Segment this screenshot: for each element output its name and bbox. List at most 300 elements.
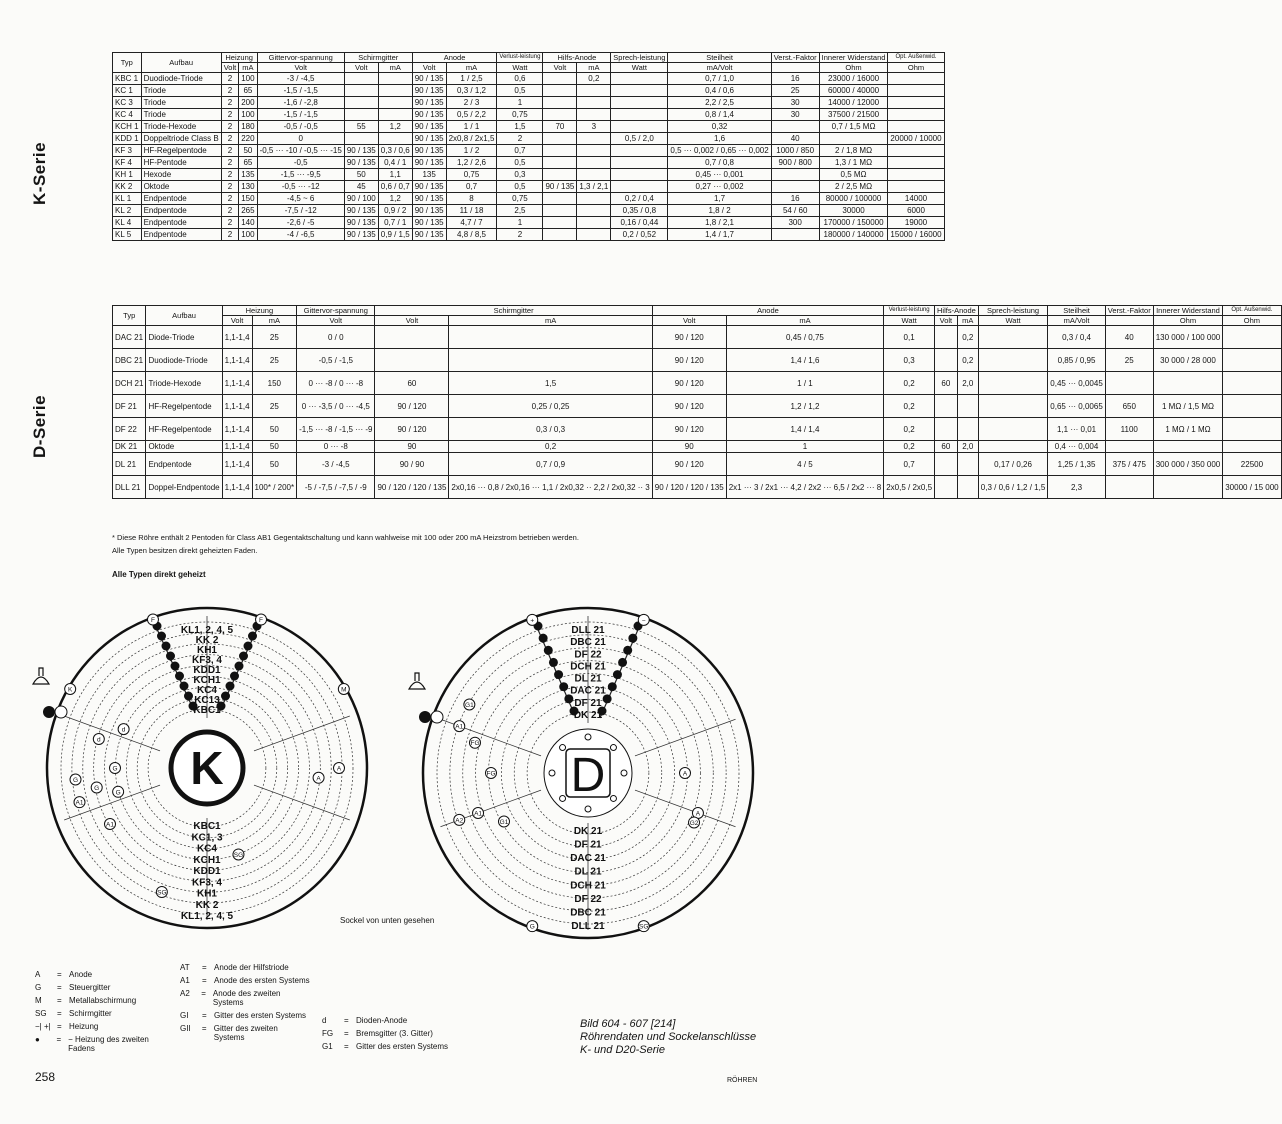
table-cell: 1,5	[449, 372, 652, 395]
filament-dot	[221, 692, 230, 701]
socket-tube-label: DLL 21	[571, 625, 605, 636]
socket-tube-label: KK 2	[195, 899, 219, 911]
table-cell: 0,7 / 1	[378, 217, 412, 229]
table-cell: 23000 / 16000	[819, 73, 888, 85]
table-row	[113, 181, 945, 193]
table-cell: 0,2	[884, 441, 935, 453]
table-cell	[375, 326, 449, 349]
table-cell: 0,7	[497, 145, 543, 157]
table-cell	[935, 349, 958, 372]
unit	[771, 63, 819, 73]
table-cell	[577, 133, 611, 145]
filament-dot	[235, 662, 244, 671]
table-cell: 40	[771, 133, 819, 145]
socket-pin-label: A1	[455, 723, 464, 731]
col-schirmgitter: Schirmgitter	[375, 306, 652, 316]
table-cell: 300	[771, 217, 819, 229]
table-cell: 0,3 / 0,3	[449, 418, 652, 441]
table-cell: Duodiode-Triode	[146, 349, 222, 372]
table-cell: 30 000 / 28 000	[1153, 349, 1223, 372]
table-cell: 50	[344, 169, 378, 181]
table-cell	[978, 441, 1048, 453]
table-cell	[1223, 326, 1281, 349]
table-cell: 1,1-1,4	[222, 476, 252, 499]
table-cell: 65	[239, 157, 257, 169]
shield-cap-icon	[33, 668, 49, 684]
col-widerstand: Innerer Widerstand	[1153, 306, 1223, 316]
socket-tube-label: KBC1	[193, 821, 221, 832]
table-cell: 19000	[888, 217, 944, 229]
table-cell	[543, 133, 577, 145]
table-cell	[577, 97, 611, 109]
table-cell: -1,6 / -2,8	[257, 97, 344, 109]
legend-symbol: d	[322, 1016, 327, 1025]
table-cell: 180000 / 140000	[819, 229, 888, 241]
table-cell: 90 / 120	[375, 418, 449, 441]
col-verlust: Verlust-leistung	[497, 53, 543, 63]
table-cell: 375 / 475	[1105, 453, 1153, 476]
table-cell: 0,4 / 1	[378, 157, 412, 169]
table-cell: 1,3 / 1 MΩ	[819, 157, 888, 169]
table-cell: 0,17 / 0,26	[978, 453, 1048, 476]
legend-item	[35, 996, 175, 1005]
table-cell	[935, 395, 958, 418]
table-cell: 0,45 ··· 0,001	[668, 169, 771, 181]
socket-tube-label: DF 21	[574, 697, 602, 709]
legend-equals: =	[201, 989, 206, 998]
table-cell: 0,9 / 2	[378, 205, 412, 217]
table-cell: 25	[1105, 349, 1153, 372]
socket-letter: K	[190, 742, 224, 794]
table-cell	[577, 169, 611, 181]
legend-item	[322, 1029, 462, 1038]
table-cell	[978, 395, 1048, 418]
table-cell: 90 / 135	[344, 205, 378, 217]
col-typ: Typ	[113, 53, 142, 73]
socket-pin-label: F	[150, 617, 155, 625]
table-row	[113, 441, 1282, 453]
legend-item	[35, 970, 175, 979]
legend-text: Anode der Hilfstriode	[214, 963, 289, 972]
table-cell: -5 / -7,5 / -7,5 / -9	[297, 476, 375, 499]
table-cell: 90 / 120	[652, 395, 726, 418]
table-cell: 90 / 135	[543, 181, 577, 193]
socket-pin-label: G	[112, 765, 118, 773]
legend-item	[35, 983, 175, 992]
socket-tube-label: DCH 21	[570, 661, 606, 673]
table-cell: 60	[935, 441, 958, 453]
legend-equals: =	[344, 1029, 349, 1038]
table-cell: 2	[497, 229, 543, 241]
d-table-note: Alle Typen besitzen direkt geheizten Faden.	[112, 546, 258, 555]
socket-pin-label: d	[121, 726, 126, 734]
table-cell	[771, 169, 819, 181]
socket-connection-line	[635, 790, 736, 827]
figure-caption-line: Röhrendaten und Sockelanschlüsse	[580, 1031, 757, 1043]
table-cell	[611, 145, 668, 157]
socket-center-hole	[585, 806, 591, 812]
legend-equals: =	[57, 970, 62, 979]
table-cell: 90 / 135	[344, 145, 378, 157]
tube-type-cell: DL 21	[113, 453, 146, 476]
table-cell	[1223, 418, 1281, 441]
table-cell	[1153, 476, 1223, 499]
socket-pin-label: A	[682, 770, 688, 778]
legend-equals: =	[57, 996, 62, 1005]
table-cell: 2	[221, 73, 239, 85]
socket-tube-label: KH1	[196, 888, 218, 900]
table-cell	[543, 73, 577, 85]
table-cell: -0,5 ··· -10 / -0,5 ··· -15	[257, 145, 344, 157]
table-cell: 90 / 120	[652, 372, 726, 395]
legend-text: − Heizung des zweiten Fadens	[68, 1035, 149, 1053]
filament-dot	[230, 672, 239, 681]
table-cell: 4 / 5	[726, 453, 884, 476]
table-cell: -0,5 ··· -12	[257, 181, 344, 193]
table-row	[113, 121, 945, 133]
socket-tube-label: KF3, 4	[191, 655, 223, 666]
table-cell	[577, 157, 611, 169]
socket-tube-label: DF 21	[574, 839, 602, 851]
table-cell: 200	[239, 97, 257, 109]
socket-pin-label: SG	[157, 889, 167, 897]
legend-text: Steuergitter	[69, 983, 111, 992]
table-cell	[543, 205, 577, 217]
filament-dot	[628, 634, 637, 643]
unit: mA	[252, 316, 297, 326]
table-cell: 0,2	[449, 441, 652, 453]
figure-caption-line: Bild 604 - 607 [214]	[580, 1018, 676, 1030]
table-cell: 0,5	[497, 85, 543, 97]
table-cell: 150	[239, 193, 257, 205]
table-cell: 60000 / 40000	[819, 85, 888, 97]
socket-tube-label: KH1	[196, 645, 218, 656]
legend-text: Heizung	[69, 1022, 99, 1031]
k-series-table	[112, 52, 945, 241]
socket-tube-label: DCH 21	[570, 880, 606, 892]
table-cell: 1,1-1,4	[222, 326, 252, 349]
table-cell: 135	[239, 169, 257, 181]
filament-dot	[157, 632, 166, 641]
table-cell: 1100	[1105, 418, 1153, 441]
unit: Watt	[978, 316, 1048, 326]
table-cell: 0,2	[957, 349, 978, 372]
table-cell: 1,2 / 2,6	[446, 157, 497, 169]
col-verst: Verst.-Faktor	[771, 53, 819, 63]
unit: Ohm	[888, 63, 944, 73]
d-series-label: D-Serie	[30, 394, 49, 458]
table-cell: 37500 / 21500	[819, 109, 888, 121]
table-cell	[978, 326, 1048, 349]
table-cell: 54 / 60	[771, 205, 819, 217]
table-cell: 0,25 / 0,25	[449, 395, 652, 418]
table-cell: HF-Pentode	[141, 157, 221, 169]
table-cell: 0,45 / 0,75	[726, 326, 884, 349]
table-cell: 22500	[1223, 453, 1281, 476]
socket-pin-label: A1	[75, 799, 84, 807]
unit: Volt	[221, 63, 239, 73]
table-cell: 90 / 135	[412, 85, 446, 97]
tube-type-cell: KL 5	[113, 229, 142, 241]
table-cell: 20000 / 10000	[888, 133, 944, 145]
table-cell: 100	[239, 229, 257, 241]
table-cell	[611, 97, 668, 109]
table-cell: 1,8 / 2	[668, 205, 771, 217]
table-cell: 11 / 18	[446, 205, 497, 217]
table-cell: 90 / 135	[412, 193, 446, 205]
socket-tube-label: DL 21	[574, 673, 602, 685]
socket-center-hole	[610, 745, 616, 751]
table-cell: 25	[252, 349, 297, 372]
tube-type-cell: KDD 1	[113, 133, 142, 145]
table-cell	[577, 229, 611, 241]
table-cell: 0,2	[577, 73, 611, 85]
table-cell: -0,5	[257, 157, 344, 169]
table-cell: 1,4 / 1,7	[668, 229, 771, 241]
table-cell: 2	[221, 217, 239, 229]
table-cell: Oktode	[146, 441, 222, 453]
table-cell: 0,7	[446, 181, 497, 193]
table-cell: Triode	[141, 97, 221, 109]
table-cell: Endpentode	[141, 217, 221, 229]
filament-dot	[162, 642, 171, 651]
table-cell: 90 / 135	[412, 73, 446, 85]
table-cell: -4,5 ~ 6	[257, 193, 344, 205]
table-cell: 90 / 135	[412, 121, 446, 133]
table-cell	[888, 169, 944, 181]
unit: Watt	[884, 316, 935, 326]
filament-dot	[244, 642, 253, 651]
table-cell: 0,2	[957, 326, 978, 349]
legend-item	[180, 1024, 310, 1042]
table-cell	[1223, 349, 1281, 372]
table-cell: Diode-Triode	[146, 326, 222, 349]
table-cell: 25	[252, 326, 297, 349]
table-cell: 30000	[819, 205, 888, 217]
table-cell: 0,2	[884, 418, 935, 441]
table-cell: 2	[221, 85, 239, 97]
table-row	[113, 193, 945, 205]
table-cell: 90 / 135	[412, 205, 446, 217]
table-cell: -1,5 ··· -9,5	[257, 169, 344, 181]
table-cell: 50	[252, 418, 297, 441]
legend-equals: =	[57, 1009, 62, 1018]
table-cell	[344, 133, 378, 145]
table-cell: 220	[239, 133, 257, 145]
table-cell: 1 MΩ / 1 MΩ	[1153, 418, 1223, 441]
col-sprech: Sprech-leistung	[611, 53, 668, 63]
table-cell: 0,5	[497, 157, 543, 169]
table-cell	[611, 109, 668, 121]
table-cell: 2	[221, 181, 239, 193]
unit	[1105, 316, 1153, 326]
table-cell: 0,4 ··· 0,004	[1048, 441, 1105, 453]
table-cell	[1105, 476, 1153, 499]
table-cell	[543, 85, 577, 97]
table-cell	[935, 326, 958, 349]
table-cell	[611, 85, 668, 97]
table-cell: 1	[497, 97, 543, 109]
table-cell: 1,25 / 1,35	[1048, 453, 1105, 476]
socket-tube-label: KK 2	[195, 635, 219, 646]
table-cell: 0,85 / 0,95	[1048, 349, 1105, 372]
legend-symbol: G	[35, 983, 42, 992]
shield-cap-icon	[409, 673, 425, 689]
table-cell: 90 / 120	[375, 395, 449, 418]
table-cell: 90 / 135	[412, 97, 446, 109]
table-cell: 2,5	[497, 205, 543, 217]
legend-item	[35, 1022, 175, 1031]
table-cell: 0,7	[884, 453, 935, 476]
table-cell	[577, 85, 611, 97]
socket-tube-label: KDD1	[193, 866, 221, 877]
table-cell: 60	[935, 372, 958, 395]
table-row	[113, 133, 945, 145]
d-socket-diagram	[408, 598, 770, 948]
table-cell: 1,1-1,4	[222, 418, 252, 441]
legend-equals: =	[56, 1035, 62, 1044]
table-cell: 0,6 / 0,7	[378, 181, 412, 193]
unit: mA/Volt	[1048, 316, 1105, 326]
table-cell	[935, 453, 958, 476]
tube-type-cell: DBC 21	[113, 349, 146, 372]
legend-symbol: M	[35, 996, 42, 1005]
table-cell: 0,8 / 1,4	[668, 109, 771, 121]
socket-pin-label: A	[316, 775, 321, 783]
socket-tube-label: KF3, 4	[191, 877, 223, 889]
socket-tube-label: DAC 21	[570, 853, 606, 865]
socket-pin-label: A1	[106, 821, 114, 829]
table-cell: 180	[239, 121, 257, 133]
legend-item	[35, 1035, 175, 1053]
table-cell: 1,1	[378, 169, 412, 181]
table-cell: 55	[344, 121, 378, 133]
legend-text: Gitter des zweiten Systems	[213, 1024, 278, 1042]
table-cell: 130	[239, 181, 257, 193]
unit: mA	[446, 63, 497, 73]
legend-symbol: A2	[180, 989, 190, 998]
legend-symbol: −| +|	[35, 1022, 51, 1031]
table-cell	[378, 85, 412, 97]
table-cell: 2,0	[957, 441, 978, 453]
table-cell: 14000	[888, 193, 944, 205]
table-cell: 1,4 / 1,6	[726, 349, 884, 372]
socket-tube-label: KL1, 2, 4, 5	[180, 911, 234, 922]
table-cell: 1	[497, 217, 543, 229]
unit: Volt	[344, 63, 378, 73]
table-cell: 0,3 / 0,6	[378, 145, 412, 157]
table-cell: 100	[239, 109, 257, 121]
table-row	[113, 205, 945, 217]
table-cell: 0,2 / 0,52	[611, 229, 668, 241]
col-aussenwid: Opt. Außenwid.	[888, 53, 944, 63]
table-cell: 90 / 135	[412, 133, 446, 145]
table-cell: 2,3	[1048, 476, 1105, 499]
table-cell: 0,2	[884, 372, 935, 395]
table-cell	[611, 181, 668, 193]
legend-middle	[180, 963, 310, 1046]
table-cell: 0,7 / 1,5 MΩ	[819, 121, 888, 133]
page-number: 258	[35, 1070, 56, 1084]
table-cell: 1 MΩ / 1,5 MΩ	[1153, 395, 1223, 418]
socket-pin-label: FG	[470, 740, 480, 748]
table-cell	[378, 133, 412, 145]
col-verst: Verst.-Faktor	[1105, 306, 1153, 316]
filament-dot	[248, 632, 257, 641]
table-cell: -3 / -4,5	[257, 73, 344, 85]
table-cell: -4 / -6,5	[257, 229, 344, 241]
socket-pin-label: SG	[639, 923, 649, 931]
table-cell	[344, 97, 378, 109]
table-cell: 0	[257, 133, 344, 145]
table-cell: 1,1 ··· 0,01	[1048, 418, 1105, 441]
socket-center-hole	[560, 745, 566, 751]
table-cell: 90 / 135	[412, 109, 446, 121]
socket-pin-label: A1	[474, 810, 483, 818]
table-cell: 170000 / 150000	[819, 217, 888, 229]
table-cell: 1 / 1	[446, 121, 497, 133]
tube-type-cell: DK 21	[113, 441, 146, 453]
table-cell: 90 / 120 / 120 / 135	[652, 476, 726, 499]
table-cell	[888, 85, 944, 97]
socket-pin-label: G	[94, 784, 100, 792]
tube-type-cell: KC 1	[113, 85, 142, 97]
filament-dot	[180, 682, 189, 691]
table-cell	[449, 326, 652, 349]
tube-type-cell: KH 1	[113, 169, 142, 181]
legend-symbol: G1	[322, 1042, 333, 1051]
table-cell: 0,7 / 1,0	[668, 73, 771, 85]
legend-text: Metallabschirmung	[69, 996, 137, 1005]
table-cell: 50	[252, 453, 297, 476]
table-cell: Hexode	[141, 169, 221, 181]
table-cell	[888, 181, 944, 193]
table-cell: 60	[375, 372, 449, 395]
socket-center-hole	[549, 770, 555, 776]
table-cell: 2 / 3	[446, 97, 497, 109]
col-aufbau: Aufbau	[146, 306, 222, 326]
table-cell: 1 / 2,5	[446, 73, 497, 85]
legend-text: Gitter des ersten Systems	[214, 1011, 307, 1020]
table-cell: 1,1-1,4	[222, 441, 252, 453]
col-heizung: Heizung	[222, 306, 297, 316]
table-cell: 30	[771, 109, 819, 121]
col-anode: Anode	[412, 53, 497, 63]
tube-type-cell: KCH 1	[113, 121, 142, 133]
table-cell	[1153, 372, 1223, 395]
col-gitter: Gittervor-spannung	[257, 53, 344, 63]
table-cell: 90 / 90	[375, 453, 449, 476]
socket-pin-label: −	[641, 617, 646, 625]
filament-dot	[544, 646, 553, 655]
table-cell: 80000 / 100000	[819, 193, 888, 205]
table-cell	[978, 349, 1048, 372]
filament-dot	[226, 682, 235, 691]
legend-equals: =	[57, 983, 62, 992]
table-cell	[771, 181, 819, 193]
table-cell	[577, 217, 611, 229]
table-cell	[978, 372, 1048, 395]
table-cell: 0,6	[497, 73, 543, 85]
table-cell: 90 / 135	[412, 229, 446, 241]
legend-text: Anode	[69, 970, 93, 979]
table-cell	[543, 169, 577, 181]
unit: mA	[577, 63, 611, 73]
filament-dot	[613, 670, 622, 679]
table-row	[113, 326, 1282, 349]
filament-dot	[171, 662, 180, 671]
col-hilfsanode: Hilfs-Anode	[543, 53, 611, 63]
